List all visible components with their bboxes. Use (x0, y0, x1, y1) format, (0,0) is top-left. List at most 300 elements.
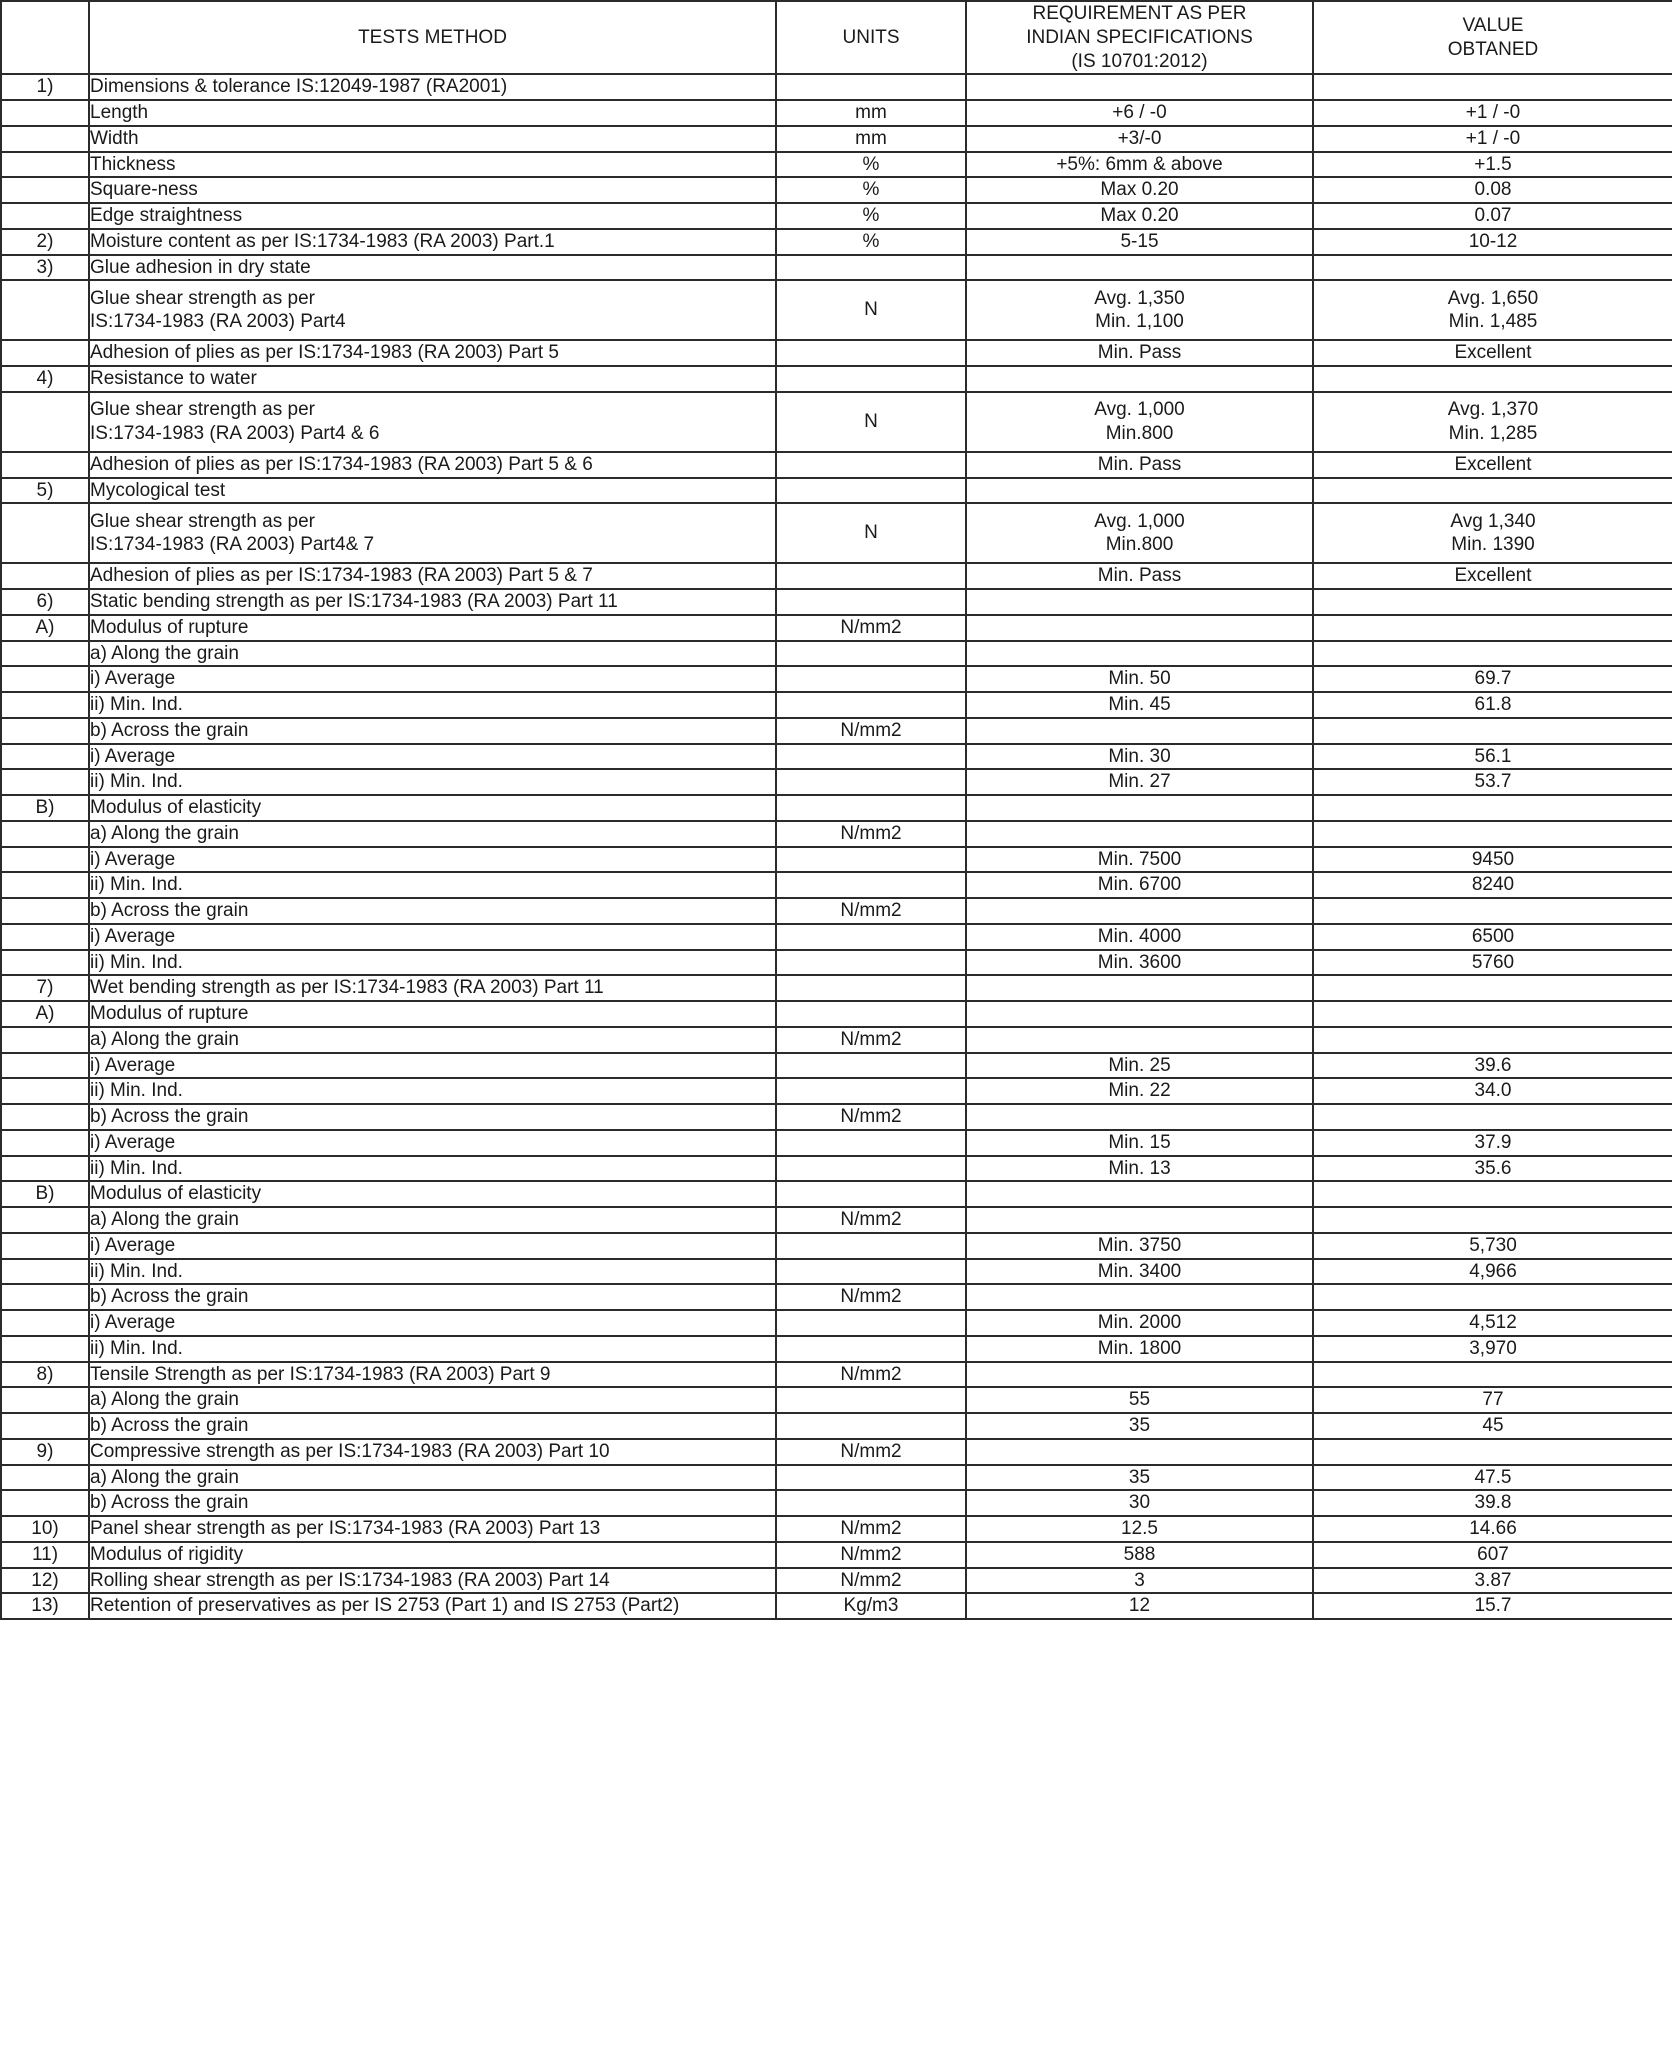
row-units (776, 1181, 966, 1207)
row-value-obtained: Excellent (1313, 563, 1672, 589)
row-test-method: Static bending strength as per IS:1734-1983 (RA 2003) Part 11 (89, 589, 776, 615)
row-value-obtained: 5760 (1313, 950, 1672, 976)
table-row (1, 1593, 1672, 1619)
table-row (1, 744, 1672, 770)
row-test-method: b) Across the grain (89, 1284, 776, 1310)
row-test-method: ii) Min. Ind. (89, 1259, 776, 1285)
row-test-method: Moisture content as per IS:1734-1983 (RA 2003) Part.1 (89, 229, 776, 255)
row-value-obtained (1313, 478, 1672, 504)
table-row (1, 1542, 1672, 1568)
row-test-method-line: Glue shear strength as per (90, 510, 315, 532)
row-requirement-line: Avg. 1,350 (1094, 287, 1185, 309)
row-units: N/mm2 (776, 821, 966, 847)
row-test-method-line: Glue shear strength as per (90, 287, 315, 309)
row-test-method: i) Average (89, 744, 776, 770)
row-units: N/mm2 (776, 1542, 966, 1568)
row-value-obtained (1313, 74, 1672, 100)
row-requirement: Min. 22 (966, 1078, 1313, 1104)
row-value-obtained (1313, 615, 1672, 641)
row-units (776, 1465, 966, 1491)
row-test-method: a) Along the grain (89, 1465, 776, 1491)
row-serial-number: 12) (1, 1568, 89, 1594)
row-value-obtained: 0.07 (1313, 203, 1672, 229)
table-row (1, 126, 1672, 152)
table-row (1, 100, 1672, 126)
table-row (1, 718, 1672, 744)
row-serial-number (1, 1259, 89, 1285)
row-units: N/mm2 (776, 1104, 966, 1130)
table-row (1, 1362, 1672, 1388)
table-row (1, 1310, 1672, 1336)
row-value-obtained: 3.87 (1313, 1568, 1672, 1594)
row-serial-number (1, 1413, 89, 1439)
table-row (1, 641, 1672, 667)
row-serial-number: 11) (1, 1542, 89, 1568)
row-test-method: Thickness (89, 152, 776, 178)
row-test-method: Edge straightness (89, 203, 776, 229)
row-serial-number: 7) (1, 975, 89, 1001)
header-requirement-line1: REQUIREMENT AS PER (1032, 3, 1247, 24)
row-value-obtained (1313, 821, 1672, 847)
row-test-method: i) Average (89, 1233, 776, 1259)
table-row (1, 340, 1672, 366)
row-serial-number: B) (1, 795, 89, 821)
row-value-obtained: 9450 (1313, 847, 1672, 873)
row-test-method: Dimensions & tolerance IS:12049-1987 (RA2001) (89, 74, 776, 100)
row-units: N/mm2 (776, 1207, 966, 1233)
table-row (1, 950, 1672, 976)
row-units (776, 1310, 966, 1336)
row-serial-number (1, 152, 89, 178)
row-value-obtained: 15.7 (1313, 1593, 1672, 1619)
row-value-obtained: 39.8 (1313, 1490, 1672, 1516)
row-requirement: +6 / -0 (966, 100, 1313, 126)
row-test-method (89, 280, 776, 340)
row-test-method: Modulus of rigidity (89, 1542, 776, 1568)
row-test-method: Compressive strength as per IS:1734-1983 (RA 2003) Part 10 (89, 1439, 776, 1465)
header-requirement (966, 1, 1313, 74)
row-serial-number (1, 769, 89, 795)
row-value-obtained (1313, 280, 1672, 340)
row-requirement-line: Avg. 1,000 (1094, 510, 1185, 532)
row-requirement (966, 1104, 1313, 1130)
row-value-obtained: 53.7 (1313, 769, 1672, 795)
row-requirement-line: Min.800 (1105, 534, 1174, 556)
row-requirement (966, 1207, 1313, 1233)
row-serial-number (1, 1233, 89, 1259)
row-value-obtained: 607 (1313, 1542, 1672, 1568)
row-requirement: Min. 13 (966, 1156, 1313, 1182)
row-requirement: +3/-0 (966, 126, 1313, 152)
row-test-method-line: IS:1734-1983 (RA 2003) Part4 & 6 (90, 422, 380, 444)
row-value-obtained (1313, 1362, 1672, 1388)
row-serial-number (1, 1465, 89, 1491)
row-requirement: Min. 45 (966, 692, 1313, 718)
row-requirement (966, 392, 1313, 452)
row-units (776, 563, 966, 589)
row-units (776, 666, 966, 692)
row-serial-number (1, 503, 89, 563)
table-row (1, 1233, 1672, 1259)
row-value-obtained (1313, 1001, 1672, 1027)
row-test-method: Wet bending strength as per IS:1734-1983 (RA 2003) Part 11 (89, 975, 776, 1001)
row-units (776, 692, 966, 718)
row-serial-number (1, 1310, 89, 1336)
table-row (1, 1465, 1672, 1491)
row-value-obtained: 3,970 (1313, 1336, 1672, 1362)
row-units (776, 1156, 966, 1182)
row-serial-number (1, 392, 89, 452)
table-row (1, 177, 1672, 203)
table-row (1, 666, 1672, 692)
row-test-method: b) Across the grain (89, 718, 776, 744)
row-serial-number (1, 872, 89, 898)
table-row (1, 898, 1672, 924)
row-value-obtained: +1 / -0 (1313, 126, 1672, 152)
row-units (776, 795, 966, 821)
table-row (1, 1181, 1672, 1207)
row-serial-number: 13) (1, 1593, 89, 1619)
table-row (1, 1439, 1672, 1465)
header-serial-number (1, 1, 89, 74)
row-requirement: Max 0.20 (966, 203, 1313, 229)
row-serial-number (1, 950, 89, 976)
row-value-obtained: 8240 (1313, 872, 1672, 898)
row-test-method: Rolling shear strength as per IS:1734-1983 (RA 2003) Part 14 (89, 1568, 776, 1594)
row-value-obtained: 61.8 (1313, 692, 1672, 718)
row-value-obtained-line: Min. 1,485 (1448, 311, 1538, 333)
table-row (1, 74, 1672, 100)
row-serial-number: 6) (1, 589, 89, 615)
row-value-obtained (1313, 641, 1672, 667)
row-value-obtained: 0.08 (1313, 177, 1672, 203)
row-requirement: Min. 3750 (966, 1233, 1313, 1259)
row-serial-number (1, 126, 89, 152)
row-units (776, 1130, 966, 1156)
table-row (1, 1053, 1672, 1079)
row-test-method: Adhesion of plies as per IS:1734-1983 (RA 2003) Part 5 (89, 340, 776, 366)
row-test-method: i) Average (89, 1310, 776, 1336)
row-requirement (966, 898, 1313, 924)
row-value-obtained: Excellent (1313, 340, 1672, 366)
row-serial-number (1, 1078, 89, 1104)
row-value-obtained: 56.1 (1313, 744, 1672, 770)
row-serial-number (1, 1027, 89, 1053)
row-test-method: ii) Min. Ind. (89, 950, 776, 976)
row-units (776, 769, 966, 795)
row-test-method: b) Across the grain (89, 898, 776, 924)
row-requirement (966, 255, 1313, 281)
row-value-obtained (1313, 366, 1672, 392)
row-test-method: ii) Min. Ind. (89, 769, 776, 795)
table-row (1, 589, 1672, 615)
table-row (1, 1413, 1672, 1439)
row-serial-number (1, 1104, 89, 1130)
row-requirement: Min. 1800 (966, 1336, 1313, 1362)
row-units (776, 1053, 966, 1079)
row-units (776, 1001, 966, 1027)
table-row (1, 795, 1672, 821)
row-value-obtained: 4,512 (1313, 1310, 1672, 1336)
row-requirement (966, 503, 1313, 563)
row-requirement (966, 641, 1313, 667)
row-requirement (966, 821, 1313, 847)
row-units (776, 478, 966, 504)
table-row (1, 452, 1672, 478)
row-requirement-line: Min. 1,100 (1095, 311, 1184, 333)
row-serial-number: 1) (1, 74, 89, 100)
row-value-obtained-line: Avg 1,340 (1450, 510, 1536, 532)
row-test-method: Adhesion of plies as per IS:1734-1983 (RA 2003) Part 5 & 7 (89, 563, 776, 589)
row-units (776, 1078, 966, 1104)
row-value-obtained: 34.0 (1313, 1078, 1672, 1104)
row-value-obtained (1313, 1027, 1672, 1053)
row-requirement (966, 589, 1313, 615)
row-requirement (966, 366, 1313, 392)
row-units (776, 924, 966, 950)
row-value-obtained-line: Avg. 1,370 (1447, 399, 1539, 420)
row-value-obtained: 77 (1313, 1387, 1672, 1413)
table-row (1, 229, 1672, 255)
table-row (1, 872, 1672, 898)
header-row (1, 1, 1672, 74)
row-units: N/mm2 (776, 1516, 966, 1542)
row-requirement: Min. Pass (966, 452, 1313, 478)
row-test-method: a) Along the grain (89, 1387, 776, 1413)
row-value-obtained-line: Min. 1390 (1451, 534, 1535, 556)
table-row (1, 975, 1672, 1001)
row-units (776, 74, 966, 100)
table-row (1, 1259, 1672, 1285)
row-requirement-line: Min.800 (1105, 422, 1174, 444)
table-row (1, 1284, 1672, 1310)
row-requirement: Min. 3400 (966, 1259, 1313, 1285)
row-test-method: Modulus of rupture (89, 1001, 776, 1027)
row-test-method: Tensile Strength as per IS:1734-1983 (RA 2003) Part 9 (89, 1362, 776, 1388)
row-value-obtained: 35.6 (1313, 1156, 1672, 1182)
table-row (1, 1490, 1672, 1516)
row-requirement (966, 975, 1313, 1001)
row-test-method: Adhesion of plies as per IS:1734-1983 (RA 2003) Part 5 & 6 (89, 452, 776, 478)
row-serial-number: 2) (1, 229, 89, 255)
header-value-obtained (1313, 1, 1672, 74)
row-serial-number (1, 203, 89, 229)
table-header (1, 1, 1672, 74)
row-requirement: Min. 3600 (966, 950, 1313, 976)
row-test-method: Modulus of elasticity (89, 795, 776, 821)
row-serial-number: A) (1, 615, 89, 641)
row-serial-number: 8) (1, 1362, 89, 1388)
header-requirement-line2: INDIAN SPECIFICATIONS (1026, 26, 1253, 48)
table-row (1, 1207, 1672, 1233)
row-requirement: Min. 15 (966, 1130, 1313, 1156)
row-units (776, 975, 966, 1001)
row-units: % (776, 229, 966, 255)
row-serial-number (1, 847, 89, 873)
row-serial-number (1, 177, 89, 203)
row-requirement: 35 (966, 1465, 1313, 1491)
row-units (776, 1259, 966, 1285)
table-body (1, 74, 1672, 1619)
row-value-obtained: 5,730 (1313, 1233, 1672, 1259)
row-units (776, 1336, 966, 1362)
row-requirement (966, 478, 1313, 504)
row-serial-number (1, 1284, 89, 1310)
row-test-method (89, 503, 776, 563)
table-row (1, 563, 1672, 589)
row-test-method-line: IS:1734-1983 (RA 2003) Part4 (90, 311, 346, 333)
row-requirement: Min. 6700 (966, 872, 1313, 898)
table-row (1, 769, 1672, 795)
row-test-method: Retention of preservatives as per IS 2753 (Part 1) and IS 2753 (Part2) (89, 1593, 776, 1619)
row-test-method-line: IS:1734-1983 (RA 2003) Part4& 7 (90, 534, 375, 556)
row-value-obtained: 10-12 (1313, 229, 1672, 255)
row-value-obtained: 37.9 (1313, 1130, 1672, 1156)
row-value-obtained: 47.5 (1313, 1465, 1672, 1491)
row-units (776, 872, 966, 898)
row-serial-number (1, 1336, 89, 1362)
row-requirement: 5-15 (966, 229, 1313, 255)
row-requirement: 55 (966, 1387, 1313, 1413)
table-row (1, 203, 1672, 229)
row-units: Kg/m3 (776, 1593, 966, 1619)
table-row (1, 392, 1672, 452)
row-serial-number (1, 924, 89, 950)
row-units (776, 1490, 966, 1516)
row-requirement (966, 280, 1313, 340)
row-serial-number (1, 666, 89, 692)
table-row (1, 280, 1672, 340)
row-units (776, 366, 966, 392)
row-requirement (966, 795, 1313, 821)
table-row (1, 1387, 1672, 1413)
table-row (1, 924, 1672, 950)
row-serial-number (1, 340, 89, 366)
row-test-method: Panel shear strength as per IS:1734-1983 (RA 2003) Part 13 (89, 1516, 776, 1542)
table-row (1, 1027, 1672, 1053)
row-test-method: a) Along the grain (89, 641, 776, 667)
row-units: N/mm2 (776, 1568, 966, 1594)
row-test-method: ii) Min. Ind. (89, 1078, 776, 1104)
row-requirement (966, 1027, 1313, 1053)
table-row (1, 1516, 1672, 1542)
row-test-method: ii) Min. Ind. (89, 872, 776, 898)
row-requirement: Max 0.20 (966, 177, 1313, 203)
row-requirement: 3 (966, 1568, 1313, 1594)
row-serial-number: 9) (1, 1439, 89, 1465)
table-row (1, 255, 1672, 281)
row-value-obtained: 14.66 (1313, 1516, 1672, 1542)
row-requirement: Min. 25 (966, 1053, 1313, 1079)
row-test-method (89, 392, 776, 452)
table-row (1, 1156, 1672, 1182)
row-test-method: Square-ness (89, 177, 776, 203)
row-units: N/mm2 (776, 1439, 966, 1465)
row-units (776, 1413, 966, 1439)
row-test-method: a) Along the grain (89, 1207, 776, 1233)
row-test-method: i) Average (89, 1130, 776, 1156)
row-serial-number (1, 692, 89, 718)
row-serial-number (1, 1053, 89, 1079)
row-units: % (776, 177, 966, 203)
row-value-obtained: 6500 (1313, 924, 1672, 950)
row-serial-number: 5) (1, 478, 89, 504)
row-test-method: ii) Min. Ind. (89, 1336, 776, 1362)
row-units (776, 847, 966, 873)
row-value-obtained: Excellent (1313, 452, 1672, 478)
row-requirement-line: Avg. 1,000 (1094, 399, 1185, 420)
table-row (1, 478, 1672, 504)
row-serial-number (1, 718, 89, 744)
table-row (1, 821, 1672, 847)
row-serial-number (1, 821, 89, 847)
row-requirement (966, 74, 1313, 100)
row-requirement (966, 718, 1313, 744)
row-test-method: i) Average (89, 666, 776, 692)
row-value-obtained (1313, 1181, 1672, 1207)
row-requirement (966, 1284, 1313, 1310)
row-test-method: b) Across the grain (89, 1104, 776, 1130)
row-serial-number: A) (1, 1001, 89, 1027)
header-value-line2: OBTANED (1447, 38, 1539, 60)
row-requirement: Min. 4000 (966, 924, 1313, 950)
row-units: mm (776, 126, 966, 152)
row-requirement (966, 1001, 1313, 1027)
row-test-method: i) Average (89, 924, 776, 950)
row-value-obtained: 45 (1313, 1413, 1672, 1439)
row-test-method: b) Across the grain (89, 1490, 776, 1516)
table-row (1, 152, 1672, 178)
row-serial-number (1, 744, 89, 770)
table-row (1, 615, 1672, 641)
header-requirement-line3: (IS 10701:2012) (1071, 50, 1208, 72)
row-value-obtained (1313, 1284, 1672, 1310)
row-value-obtained-line: Min. 1,285 (1448, 422, 1538, 444)
row-units: N/mm2 (776, 1284, 966, 1310)
row-test-method: a) Along the grain (89, 1027, 776, 1053)
row-serial-number (1, 1156, 89, 1182)
row-value-obtained (1313, 503, 1672, 563)
row-test-method: i) Average (89, 1053, 776, 1079)
row-value-obtained: +1 / -0 (1313, 100, 1672, 126)
table-row (1, 1001, 1672, 1027)
row-serial-number (1, 452, 89, 478)
row-value-obtained (1313, 1104, 1672, 1130)
row-value-obtained (1313, 392, 1672, 452)
row-requirement: 30 (966, 1490, 1313, 1516)
row-test-method: Modulus of rupture (89, 615, 776, 641)
row-value-obtained (1313, 718, 1672, 744)
row-serial-number (1, 1387, 89, 1413)
row-requirement: Min. Pass (966, 563, 1313, 589)
row-units (776, 452, 966, 478)
row-test-method: i) Average (89, 847, 776, 873)
table-row (1, 366, 1672, 392)
row-units: % (776, 203, 966, 229)
row-value-obtained: 39.6 (1313, 1053, 1672, 1079)
row-value-obtained (1313, 255, 1672, 281)
row-requirement: Min. 27 (966, 769, 1313, 795)
row-units: N/mm2 (776, 718, 966, 744)
row-serial-number (1, 100, 89, 126)
row-test-method: Mycological test (89, 478, 776, 504)
row-requirement: 12 (966, 1593, 1313, 1619)
row-value-obtained (1313, 1439, 1672, 1465)
row-units (776, 340, 966, 366)
row-value-obtained (1313, 975, 1672, 1001)
row-serial-number: 3) (1, 255, 89, 281)
row-serial-number: 4) (1, 366, 89, 392)
